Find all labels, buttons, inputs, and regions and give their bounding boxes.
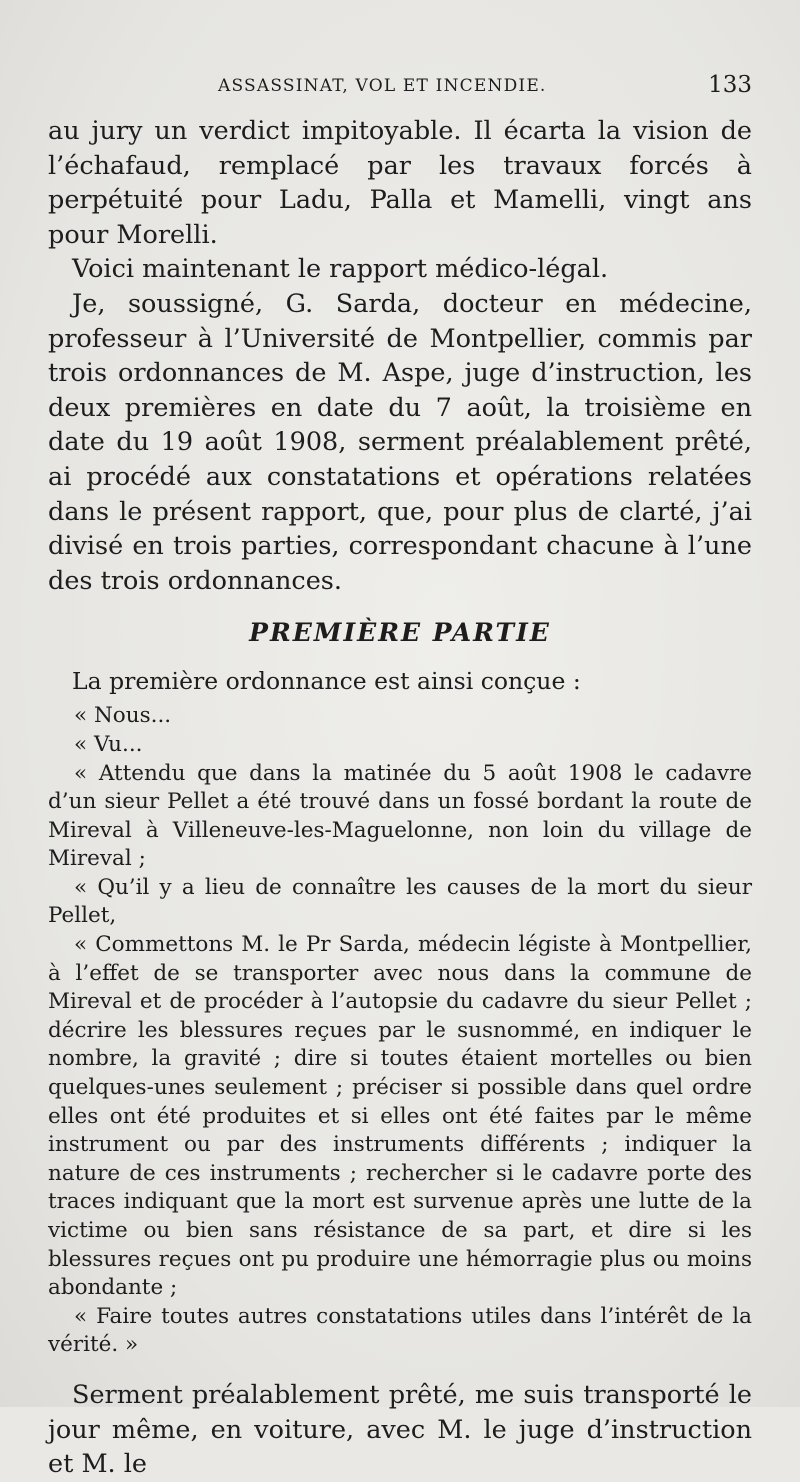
paragraph-report-intro: Voici maintenant le rapport médico-légal.	[72, 254, 609, 285]
ordonnance-attendu: « Attendu que dans la matinée du 5 août 1908 le cadavre d’un sieur Pellet a été trouvé dans un fossé bordant la route de Mireval à Villeneuve-les-Maguelonne, non loin du village de Mireval ;	[48, 760, 752, 872]
running-title: ASSASSINAT, VOL ET INCENDIE.	[218, 76, 547, 96]
spacer	[48, 1360, 752, 1378]
ordonnance-faire: « Faire toutes autres constatations utiles dans l’intérêt de la vérité. »	[48, 1303, 752, 1358]
page-body	[48, 114, 752, 1482]
ordonnance-commettons: « Commettons M. le Pr Sarda, médecin légiste à Montpellier, à l’effet de se transporter avec nous dans la commune de Mireval et de procéder à l’autopsie du cadavre du sieur Pellet ; décrire les blessures reçues par le susnommé, en indiquer le nombre, la gravité ; dire si toutes étaient mortelles ou bien quelques-unes seulement ; préciser si possible dans quel ordre elles ont été produites et si elles ont été faites par le même instrument ou par des instruments différents ; indiquer la nature de ces instruments ; rechercher si le cadavre porte des traces indiquant que la mort est survenue après une lutte de la victime ou bien sans résistance de sa part, et dire si les blessures reçues ont pu produire une hémorragie plus ou moins abondante ;	[48, 932, 752, 1301]
section-title: PREMIÈRE PARTIE	[249, 618, 551, 648]
paragraph-sarda-statement: Je, soussigné, G. Sarda, docteur en médecine, professeur à l’Université de Montpellier, commis par trois ordonnances de M. Aspe, juge d’instruction, les deux premières en date du 7 août, la troisième en date du 19 août 1908, serment préalablement prêté, ai procédé aux constatations et opérations relatées dans le présent rapport, que, pour plus de clarté, j’ai divisé en trois parties, correspondant chacune à l’une des trois ordonnances.	[48, 288, 752, 596]
ordonnance-line-nous: « Nous...	[74, 703, 172, 729]
ordonnance-line-vu: « Vu...	[74, 731, 143, 757]
ordonnance-intro: La première ordonnance est ainsi conçue :	[72, 667, 581, 696]
ordonnance-causes: « Qu’il y a lieu de connaître les causes de la mort du sieur Pellet,	[48, 874, 752, 929]
paragraph-serment: Serment préalablement prêté, me suis transporté le jour même, en voiture, avec M. le juge d’instruction et M. le	[48, 1379, 752, 1480]
page-header	[0, 72, 800, 104]
paragraph-verdict: au jury un verdict impitoyable. Il écarta la vision de l’échafaud, remplacé par les travaux forcés à perpétuité pour Ladu, Palla et Mamelli, vingt ans pour Morelli.	[48, 116, 752, 250]
page-number: 133	[708, 72, 752, 98]
